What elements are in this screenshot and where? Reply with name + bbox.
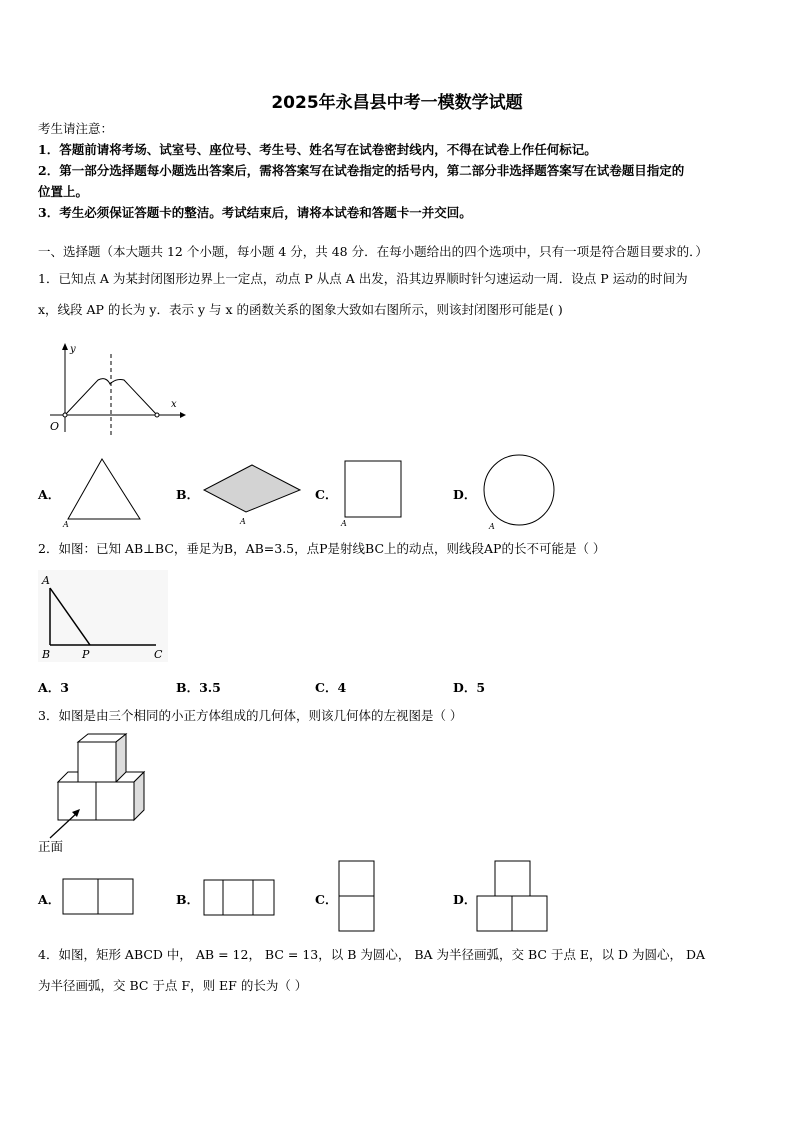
notice-item: 3．考生必须保证答题卡的整洁。考试结束后，请将本试卷和答题卡一并交回。 — [38, 205, 472, 220]
q3-option-d[interactable]: D． — [453, 892, 477, 907]
option-value: 3.5 — [199, 680, 221, 695]
label-p: P — [82, 648, 90, 661]
page-title: 2025年永昌县中考一模数学试题 — [271, 93, 523, 113]
label-b: B — [42, 648, 51, 661]
q3-option-c-view — [338, 860, 378, 934]
y-axis-arrow-icon — [62, 343, 68, 350]
point-a-label: A — [341, 519, 347, 528]
x-axis-arrow-icon — [180, 412, 186, 418]
q1-option-b[interactable]: B． — [176, 487, 200, 502]
q3-option-b-view — [203, 879, 279, 919]
q1-option-c-square — [340, 458, 406, 528]
question-2-text: 2．如图：已知 AB⊥BC，垂足为B，AB=3.5，点P是射线BC上的动点，则线段AP的长不可能是（ ） — [38, 541, 606, 556]
notice-item: 2．第一部分选择题每小题选出答案后，需将答案写在试卷指定的括号内，第二部分非选择题答案写在试卷题目指定的 — [38, 163, 685, 178]
option-letter: B． — [176, 680, 200, 695]
point-a-label: A — [489, 522, 495, 531]
front-arrow-icon — [46, 806, 86, 842]
option-letter: A． — [38, 680, 61, 695]
q2-option-c[interactable] — [315, 678, 346, 696]
origin-label: O — [50, 420, 60, 433]
q2-option-a[interactable] — [38, 678, 69, 696]
option-letter: D． — [453, 680, 477, 695]
option-value: 4 — [337, 680, 347, 695]
front-label: 正面 — [38, 839, 64, 854]
label-a: A — [42, 574, 50, 587]
q3-option-b[interactable]: B． — [176, 892, 200, 907]
point-a-label: A — [63, 520, 69, 529]
q1-option-c[interactable]: C． — [315, 487, 338, 502]
option-letter: C． — [315, 680, 338, 695]
x-axis-label: x — [171, 399, 177, 410]
q1-option-a[interactable]: A． — [38, 487, 61, 502]
notice-item: 位置上。 — [38, 184, 89, 199]
q1-option-d[interactable]: D． — [453, 487, 477, 502]
question-2-figure — [38, 570, 168, 662]
q3-option-a[interactable]: A． — [38, 892, 61, 907]
q3-option-d-view — [476, 860, 552, 934]
start-point — [63, 413, 67, 417]
question-1-function-graph — [40, 340, 190, 435]
q1-option-b-rhombus — [200, 462, 304, 524]
q1-option-d-circle — [478, 452, 560, 532]
q2-option-d[interactable] — [453, 678, 485, 696]
point-a-label: A — [240, 517, 246, 526]
question-1-line-1: 1．已知点 A 为某封闭图形边界上一定点，动点 P 从点 A 出发，沿其边界顺时针匀速运动一周．设点 P 运动的时间为 — [38, 271, 688, 286]
section-heading: 一、选择题（本大题共 12 个小题，每小题 4 分，共 48 分．在每小题给出的四个选项中，只有一项是符合题目要求的．） — [38, 244, 708, 259]
y-axis-label: y — [70, 344, 76, 355]
notice-item: 1．答题前请将考场、试室号、座位号、考生号、姓名写在试卷密封线内，不得在试卷上作任何标记。 — [38, 142, 597, 157]
option-value: 3 — [60, 680, 69, 695]
label-c: C — [154, 648, 163, 661]
end-point — [155, 413, 159, 417]
q3-option-c[interactable]: C． — [315, 892, 338, 907]
option-value: 5 — [476, 680, 486, 695]
question-3-text: 3．如图是由三个相同的小正方体组成的几何体，则该几何体的左视图是（ ） — [38, 708, 463, 723]
q3-option-a-view — [62, 878, 136, 918]
q1-option-a-triangle — [62, 456, 144, 528]
question-1-line-2: x，线段 AP 的长为 y．表示 y 与 x 的函数关系的图象大致如右图所示，则该封闭图形可能是( ) — [38, 302, 563, 317]
q2-option-b[interactable] — [176, 678, 221, 696]
notice-heading: 考生请注意： — [38, 121, 114, 136]
question-4-line-1: 4．如图，矩形 ABCD 中， AB = 12， BC = 13，以 B 为圆心， BA 为半径画弧，交 BC 于点 E，以 D 为圆心， DA — [38, 947, 706, 962]
question-4-line-2: 为半径画弧，交 BC 于点 F，则 EF 的长为（ ） — [38, 978, 308, 993]
